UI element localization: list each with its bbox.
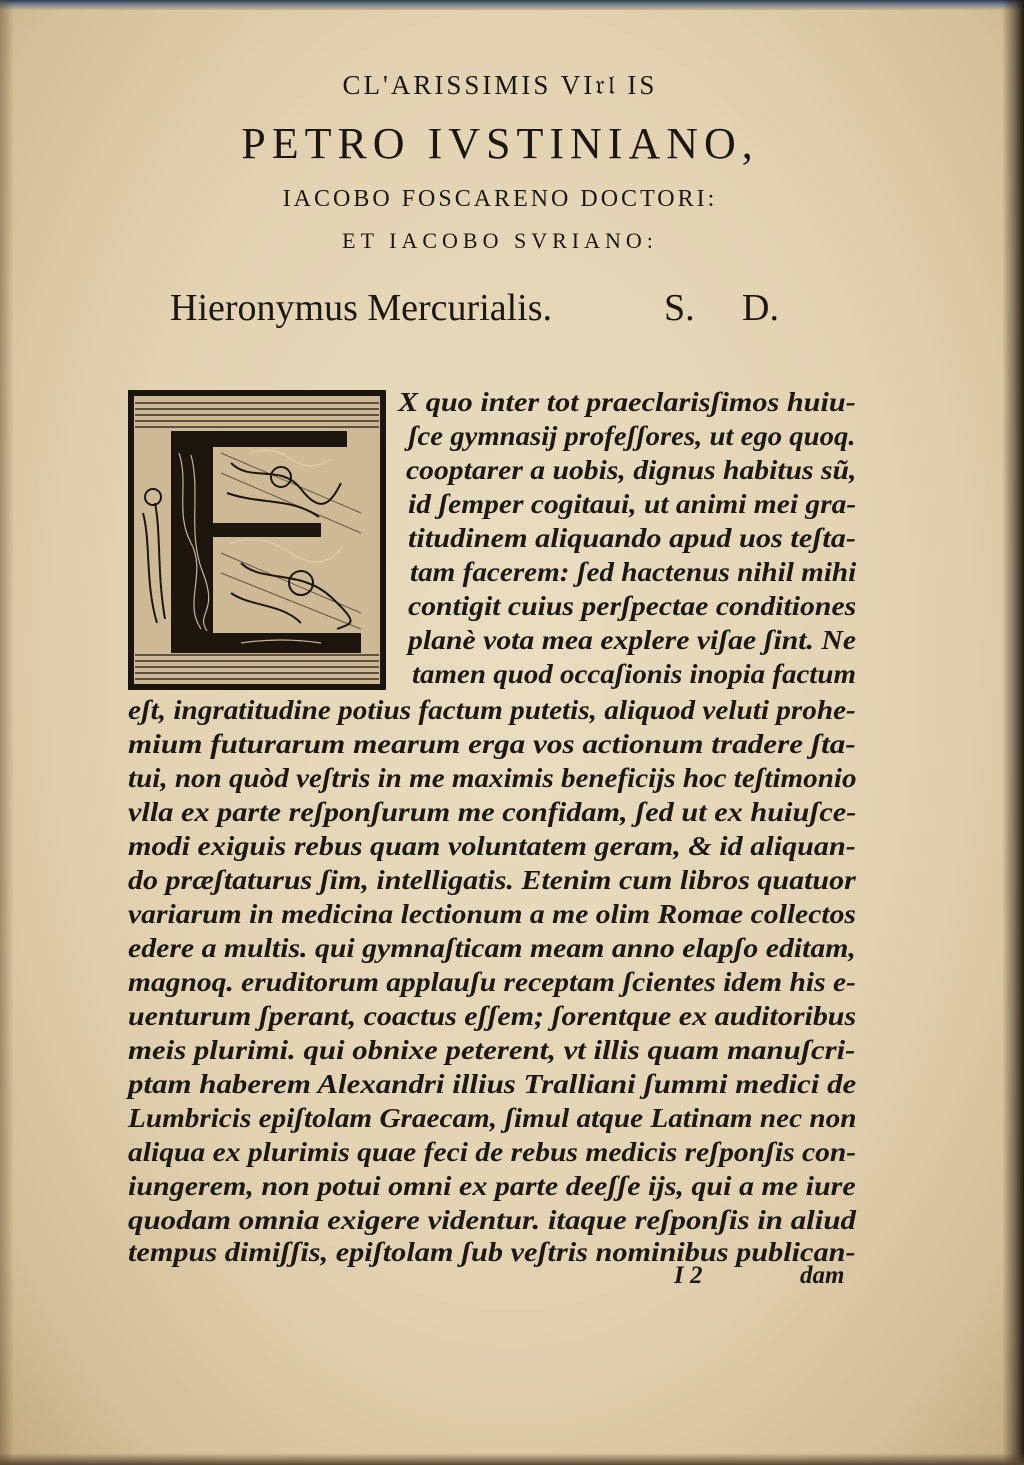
body-line: modi exiguis rebus quam voluntatem geram, & id aliquan-	[128, 831, 856, 861]
author-name: Hieronymus Mercurialis.	[170, 287, 553, 329]
body-line: tam facerem: ʃed hactenus nihil mihi	[410, 557, 857, 587]
page-bottom-edge	[0, 1453, 1024, 1465]
decorated-initial-woodcut	[128, 390, 386, 690]
body-line: mium futurarum mearum erga vos actionum tradere ʃta-	[128, 729, 856, 759]
page-right-edge	[1002, 0, 1024, 1465]
body-line: meis plurimi. qui obnixe peterent, vt illis quam manuʃcri-	[128, 1035, 856, 1065]
body-line: tui, non quòd veʃtris in me maximis beneficijs hoc teʃtimonio	[128, 763, 857, 793]
body-line: cooptarer a uobis, dignus habitus sũ,	[406, 455, 857, 485]
body-line: uenturum ʃperant, coactus eʃʃem; ʃorentque ex auditoribus	[128, 1001, 857, 1031]
body-line: Lumbricis epiʃtolam Graecam, ʃimul atque Latinam nec non	[128, 1103, 857, 1133]
body-line: planè vota mea explere viʃae ʃint. Ne	[408, 625, 857, 655]
body-line: contigit cuius perʃpectae conditiones	[408, 591, 857, 621]
dedication-heading-line-2: PETRO IVSTINIANO,	[241, 119, 759, 168]
salutation-s: S.	[664, 287, 695, 329]
body-line: variarum in medicina lectionum a me olim Romae collectos	[128, 899, 856, 929]
dedication-heading-line-4: ET IACOBO SVRIANO:	[342, 228, 658, 253]
body-line: tempus dimiʃʃis, epiʃtolam ʃub veʃtris nominibus publican-	[128, 1237, 856, 1267]
signature-mark: I 2	[674, 1262, 703, 1289]
dedication-heading-line-3: IACOBO FOSCARENO DOCTORI:	[282, 186, 718, 212]
body-line: tamen quod occaʃionis inopia factum	[412, 659, 856, 689]
body-line: do præʃtaturus ʃim, intelligatis. Etenim cum libros quatuor	[128, 865, 856, 895]
body-line: magnoq. eruditorum applauʃu receptam ʃcientes idem his e-	[128, 967, 856, 997]
body-line: eʃt, ingratitudine potius factum putetis, aliquod veluti prohe-	[128, 695, 856, 725]
dedication-heading-line-1: CL'ARISSIMIS VI𝔯𝔩 IS	[342, 70, 658, 100]
body-line: quodam omnia exigere videntur. itaque reʃponʃis in aliud	[128, 1205, 856, 1235]
body-line: X quo inter tot praeclarisʃimos huiu-	[398, 387, 856, 417]
body-line: edere a multis. qui gymnaʃticam meam anno elapʃo editam,	[128, 933, 856, 963]
body-line: iungerem, non potui omni ex parte deeʃʃe ijs, qui a me iure	[128, 1171, 856, 1201]
body-line: id ʃemper cogitaui, ut animi mei gra-	[408, 489, 857, 519]
salutation-d: D.	[742, 287, 779, 329]
body-line: ʃce gymnasij profeʃʃores, ut ego quoq.	[408, 421, 856, 451]
body-line: titudinem aliquando apud uos teʃta-	[408, 523, 857, 553]
body-line: vlla ex parte reʃponʃurum me confidam, ʃed ut ex huiuʃce-	[128, 797, 857, 827]
page-top-edge	[0, 0, 1024, 10]
body-line: aliqua ex plurimis quae feci de rebus medicis reʃponʃis con-	[128, 1137, 857, 1167]
body-line: ptam haberem Alexandri illius Tralliani ʃummi medici de	[128, 1069, 857, 1099]
catchword: dam	[800, 1262, 845, 1289]
page-left-edge	[0, 0, 14, 1465]
